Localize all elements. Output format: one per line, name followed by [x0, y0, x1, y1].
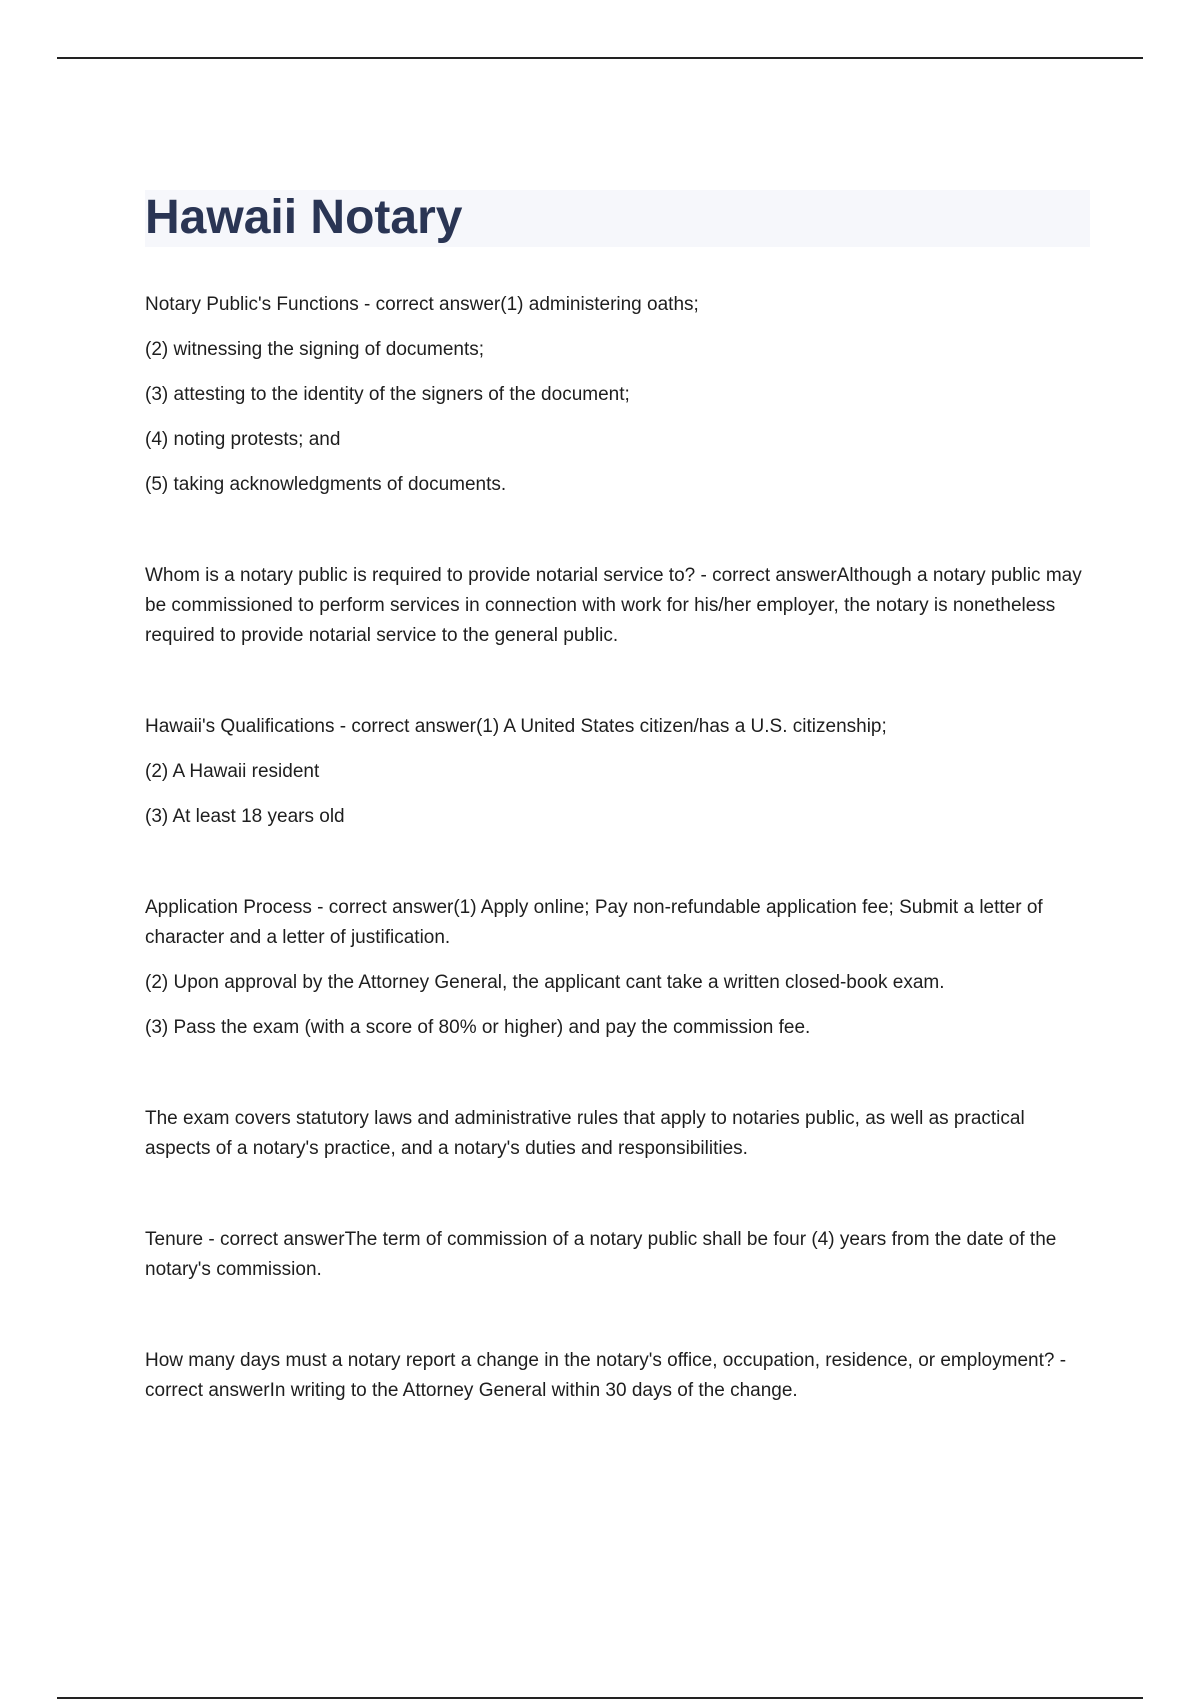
top-rule — [57, 57, 1143, 59]
bottom-rule — [57, 1697, 1143, 1699]
paragraph: Tenure - correct answerThe term of commission of a notary public shall be four (4) years from the date of the notary's commission. — [145, 1229, 1057, 1280]
paragraph: (2) A Hawaii resident — [145, 761, 320, 782]
paragraph: Hawaii's Qualifications - correct answer(1) A United States citizen/has a U.S. citizenship; — [145, 716, 887, 737]
qa-block-tenure — [145, 1225, 1090, 1285]
paragraph: (5) taking acknowledgments of documents. — [145, 474, 507, 495]
page-title: Hawaii Notary — [145, 191, 463, 244]
qa-block-qualifications — [145, 712, 1090, 832]
qa-block-application — [145, 893, 1090, 1043]
paragraph: Application Process - correct answer(1) Apply online; Pay non-refundable application fee; Submit a letter of character and a letter of justification. — [145, 897, 1043, 948]
paragraph: The exam covers statutory laws and administrative rules that apply to notaries public, as well as practical aspects of a notary's practice, and a notary's duties and responsibilities. — [145, 1108, 1025, 1159]
paragraph: (4) noting protests; and — [145, 429, 341, 450]
qa-block-report-change — [145, 1346, 1090, 1406]
paragraph: (3) attesting to the identity of the signers of the document; — [145, 384, 630, 405]
qa-block-exam — [145, 1104, 1090, 1164]
paragraph: (2) Upon approval by the Attorney General, the applicant cant take a written closed-book exam. — [145, 972, 945, 993]
paragraph: (3) Pass the exam (with a score of 80% or higher) and pay the commission fee. — [145, 1017, 811, 1038]
qa-block-whom — [145, 561, 1090, 651]
qa-block-functions — [145, 290, 1090, 500]
document-body — [145, 290, 1090, 1406]
paragraph: Notary Public's Functions - correct answer(1) administering oaths; — [145, 294, 699, 315]
paragraph: How many days must a notary report a change in the notary's office, occupation, residence, or employment? - correct answerIn writing to the Attorney General within 30 days of the change. — [145, 1350, 1067, 1401]
paragraph: Whom is a notary public is required to provide notarial service to? - correct answerAlthough a notary public may be commissioned to perform services in connection with work for his/her employer, the notary is nonetheless required to provide notarial service to the general public. — [145, 565, 1082, 646]
paragraph: (2) witnessing the signing of documents; — [145, 339, 485, 360]
paragraph: (3) At least 18 years old — [145, 806, 345, 827]
